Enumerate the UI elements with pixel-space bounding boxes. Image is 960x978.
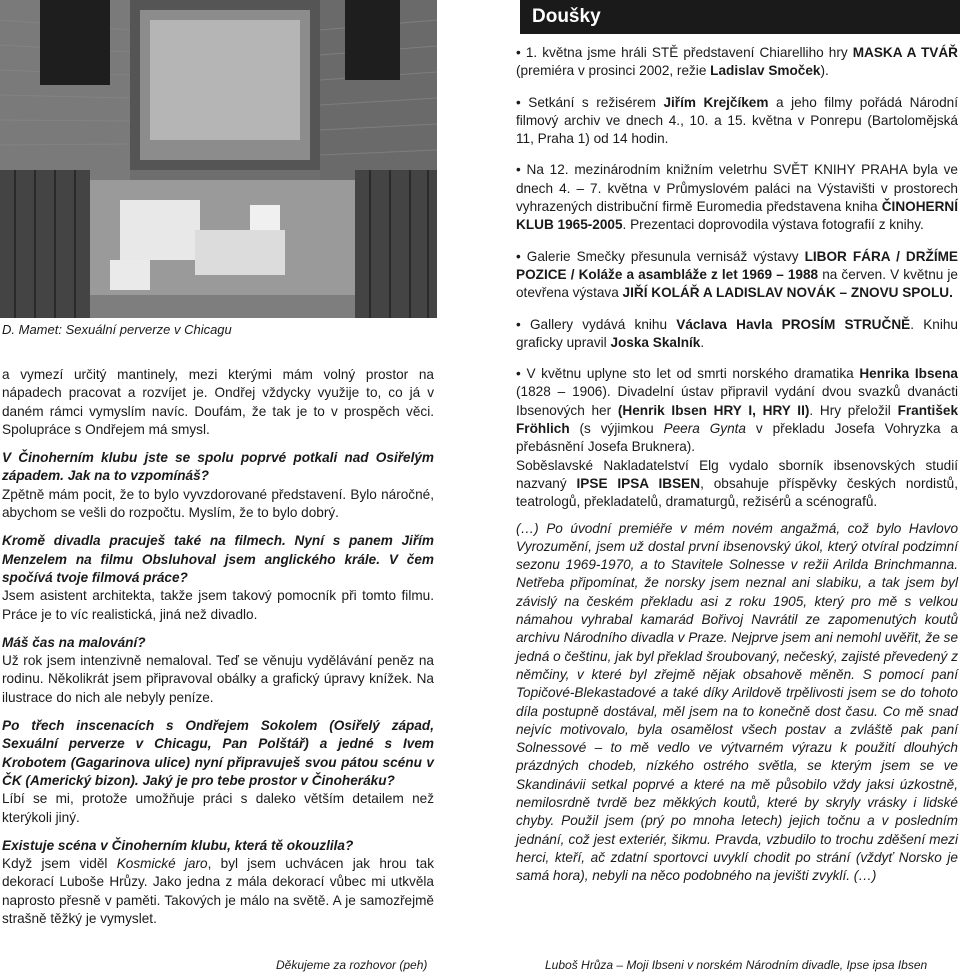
news-item: • V květnu uplyne sto let od smrti norského dramatika Henrika Ibsena (1828 – 1906). Divadelní ústav připravil vydání dvou svazků dvanácti Ibsenových her (Henrik Ibsen HRY I, HRY II). Hry přeložil František Fröhlich (s výjimkou Peera Gynta v překladu Josefa Vohryzka a přebásnění Josefa Bruknera). — [516, 366, 959, 455]
news-item: • 1. května jsme hráli STĚ představení Chiarelliho hry MASKA A TVÁŘ (premiéra v prosinci 2002, režie Ladislav Smoček). — [516, 45, 958, 79]
stage-photo-illustration — [0, 0, 437, 318]
news-column — [516, 44, 958, 885]
photo-caption: D. Mamet: Sexuální perverze v Chicagu — [2, 322, 232, 337]
answer-text: , byl jsem uchvácen jak hrou tak dekorací Luboše Hrůzy. Jako jedna z mála dekorací vůbec mi utkvěla naprosto přesně v paměti. Takových je málo na světě. A je samozřejmě strašně těžký je vymyslet. — [2, 856, 434, 927]
question: Existuje scéna v Činoherním klubu, která tě okouzlila? — [2, 837, 354, 853]
news-item: • Galerie Smečky přesunula vernisáž výstavy LIBOR FÁRA / DRŽÍME POZICE / Koláže a asambláže z let 1969 – 1988 na červen. V květnu je otevřena výstava JIŘÍ KOLÁŘ A LADISLAV NOVÁK – ZNOVU SPOLU. — [516, 248, 958, 301]
answer-paragraph: Jsem asistent architekta, takže jsem takový pomocník při tomto filmu. Práce je to víc realistická, jiná než divadlo. — [2, 588, 434, 622]
section-title: Doušky — [520, 0, 960, 34]
interview-column — [2, 366, 434, 938]
news-item: • Na 12. mezinárodním knižním veletrhu SVĚT KNIHY PRAHA byla ve dnech 4. – 7. května v Průmyslovém paláci na Výstavišti v prostorech vyhrazených distribuční firmě Euromedia představena kniha ČINOHERNÍ KLUB 1965-2005. Prezentaci doprovodila výstava fotografií z knihy. — [516, 162, 958, 233]
stage-photo — [0, 0, 437, 318]
question: Po třech inscenacích s Ondřejem Sokolem (Osiřelý západ, Sexuální perverze v Chicagu, Pan Polštář) a jedné s Ivem Krobotem (Gagarinova ulice) nyní připravuješ svou pátou scénu v ČK (Americký bizon). Jaký je pro tebe prostor v Činoheráku? — [2, 718, 434, 788]
news-item: • Gallery vydává knihu Václava Havla PROSÍM STRUČNĚ. Knihu graficky upravil Joska Skalník. — [516, 316, 958, 350]
ibsen-quote: (…) Po úvodní premiéře v mém novém angažmá, což bylo Havlovo Vyrozumění, jsem už dostal první ibsenovský úkol, který otvíral podzimní sezonu 1969-1970, a to Stavitele Solnesse v režii Arilda Brinchmanna. Netřeba připomínat, že norsky jsem neznal ani slabiku, a tak jsem byl závislý na českém překladu asi z roku 1905, který pro mě s velkou námahou vyhrabal kamarád Bořivoj Navrátil ze zapomenutých koutů archivu Národního divadla v Praze. Nejprve jsem ani nemohl uvěřit, že se jedná o češtinu, jak byl překlad šroubovaný, nečeský, zajisté převedený z němčiny, v které byl zřejmě nějak obsahově měněn. S pomocí paní Topičové-Blekastadové a také díky Arildově trpělivosti jsem se do tohoto díla postupně dostával, měl jsem na to konečně dost času. Co mě snad nejvíc motivovalo, byla osamělost všech postav a zvláště pak paní Solnessové – to mě vedlo ve výtvarném výrazu k použití dlouhých prázdných chodeb, nízkého ostrého světla, se kterým jsem se ve Skandinávii setkal poprvé a které na mě působilo vždy jaksi úzkostně, nemilosrdně tvrdě bez měkkých koutů, které by skryly vrásky i lidské chyby. Použil jsem (prý po mnoha letech) jejich točnu a v posledním jednání, což jest exteriér, šikmu. Pravda, vzbudilo to trochu zděšení mezi herci, kteří, ač zdatní sportovci uvyklí chodit po strání (vždyť Norsko je samá hora), nebyli na něco podobného na jevišti zvyklí. (…) — [516, 520, 959, 884]
answer-paragraph: Zpětně mám pocit, že to bylo vyvzdorované představení. Bylo náročné, abychom se vešli do rozpočtu. Myslím, že to bylo dobrý. — [2, 486, 434, 521]
question: V Činoherním klubu jste se spolu poprvé potkali nad Osiřelým západem. Jak na to vzpomínáš? — [2, 450, 434, 484]
answer-paragraph: Líbí se mi, protože umožňuje práci s daleko větším detailem než kterýkoli jiný. — [2, 791, 434, 825]
answer-text: Když jsem viděl — [2, 856, 117, 872]
answer-paragraph: Už rok jsem intenzivně nemaloval. Teď se věnuju vydělávání peněz na rodinu. Několikrát jsem připravoval obálky a grafický úpravy knížek. Na ilustrace do nich ale nebyly peníze. — [2, 653, 434, 705]
question: Máš čas na malování? — [2, 634, 146, 650]
answer-paragraph — [2, 855, 434, 928]
answer-paragraph: a vymezí určitý mantinely, mezi kterými mám volný prostor na nápadech pracovat a rozvíjet je. Ondřej vždycky využije to, co já v daném rámci vymyslím navíc. Doufám, že tak je to v prospěch věci. Spolupráce s Ondřejem má smysl. — [2, 367, 434, 437]
news-item: • Setkání s režisérem Jiřím Krejčíkem a jeho filmy pořádá Národní filmový archiv ve dnech 4., 10. a 15. května v Ponrepu (Bartolomějská 11, Praha 1) od 14 hodin. — [516, 94, 958, 147]
thanks-signature: Děkujeme za rozhovor (peh) — [276, 958, 428, 972]
question: Kromě divadla pracuješ také na filmech. Nyní s panem Jiřím Menzelem na filmu Obsluhoval jsem anglického krále. V čem spočívá tvoje filmová práce? — [2, 533, 434, 585]
news-paragraph: Soběslavské Nakladatelství Elg vydalo sborník ibsenovských studií nazvaný IPSE IPSA IBSEN, obsahuje příspěvky českých nordistů, teatrologů, překladatelů, dramaturgů, režisérů a scénografů. — [516, 457, 958, 510]
play-title: Kosmické jaro — [116, 856, 208, 872]
quote-source: Luboš Hrůza – Moji Ibseni v norském Národním divadle, Ipse ipsa Ibsen — [545, 958, 928, 972]
